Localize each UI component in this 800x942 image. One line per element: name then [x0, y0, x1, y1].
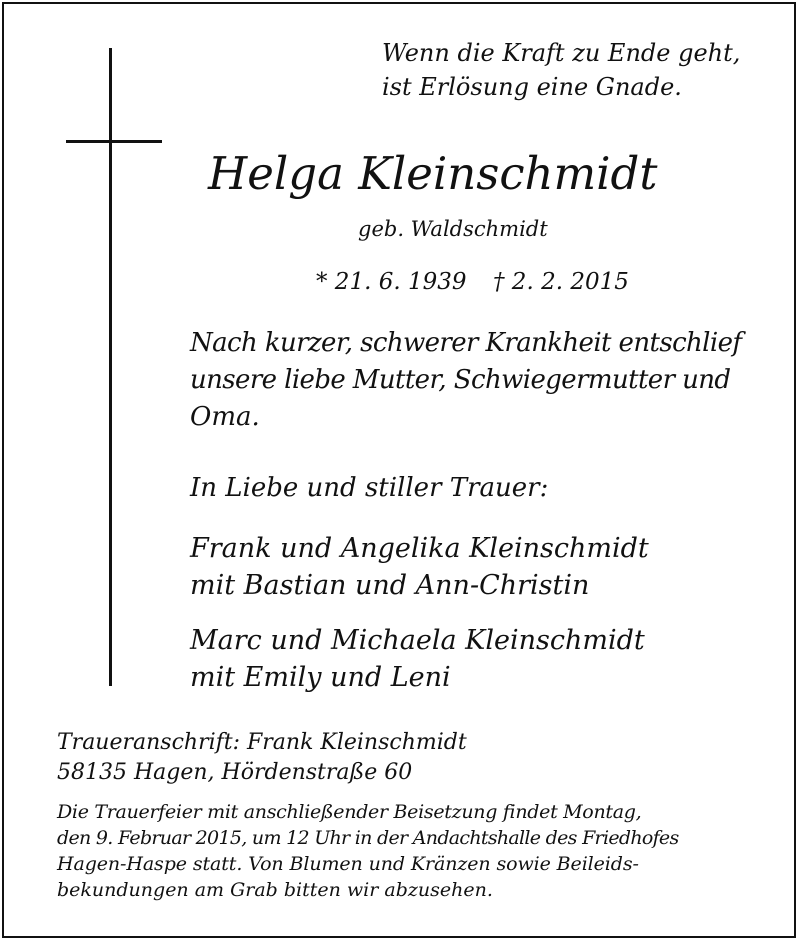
- deceased-name: Helga Kleinschmidt: [208, 147, 658, 200]
- funeral-line-1: Die Trauerfeier mit anschließender Beisetzung findet Montag,: [57, 801, 642, 823]
- message-line-1: Nach kurzer, schwerer Krankheit entschlief: [190, 328, 742, 358]
- motto-line-2: ist Erlösung eine Gnade.: [382, 73, 682, 101]
- mourning-intro: In Liebe und stiller Trauer:: [190, 473, 549, 503]
- family-2-line-1: Marc und Michaela Kleinschmidt: [190, 625, 645, 656]
- death-date: † 2. 2. 2015: [493, 269, 629, 295]
- funeral-line-3: Hagen-Haspe statt. Von Blumen und Kränzen sowie Beileids-: [57, 853, 639, 875]
- family-1-line-2: mit Bastian und Ann-Christin: [190, 570, 590, 601]
- message-line-3: Oma.: [190, 402, 260, 432]
- funeral-line-4: bekundungen am Grab bitten wir abzusehen.: [57, 879, 493, 901]
- cross-vertical-bar: [109, 48, 112, 686]
- message-line-2: unsere liebe Mutter, Schwiegermutter und: [190, 365, 731, 395]
- maiden-name: geb. Waldschmidt: [358, 217, 548, 241]
- motto-line-1: Wenn die Kraft zu Ende geht,: [382, 39, 741, 67]
- address-line-1: Traueranschrift: Frank Kleinschmidt: [57, 730, 467, 755]
- cross-horizontal-bar: [66, 140, 162, 143]
- funeral-line-2: den 9. Februar 2015, um 12 Uhr in der Andachtshalle des Friedhofes: [57, 827, 679, 849]
- birth-date: * 21. 6. 1939: [316, 269, 467, 295]
- address-line-2: 58135 Hagen, Hördenstraße 60: [57, 760, 413, 785]
- family-2-line-2: mit Emily und Leni: [190, 662, 451, 693]
- family-1-line-1: Frank und Angelika Kleinschmidt: [190, 533, 649, 564]
